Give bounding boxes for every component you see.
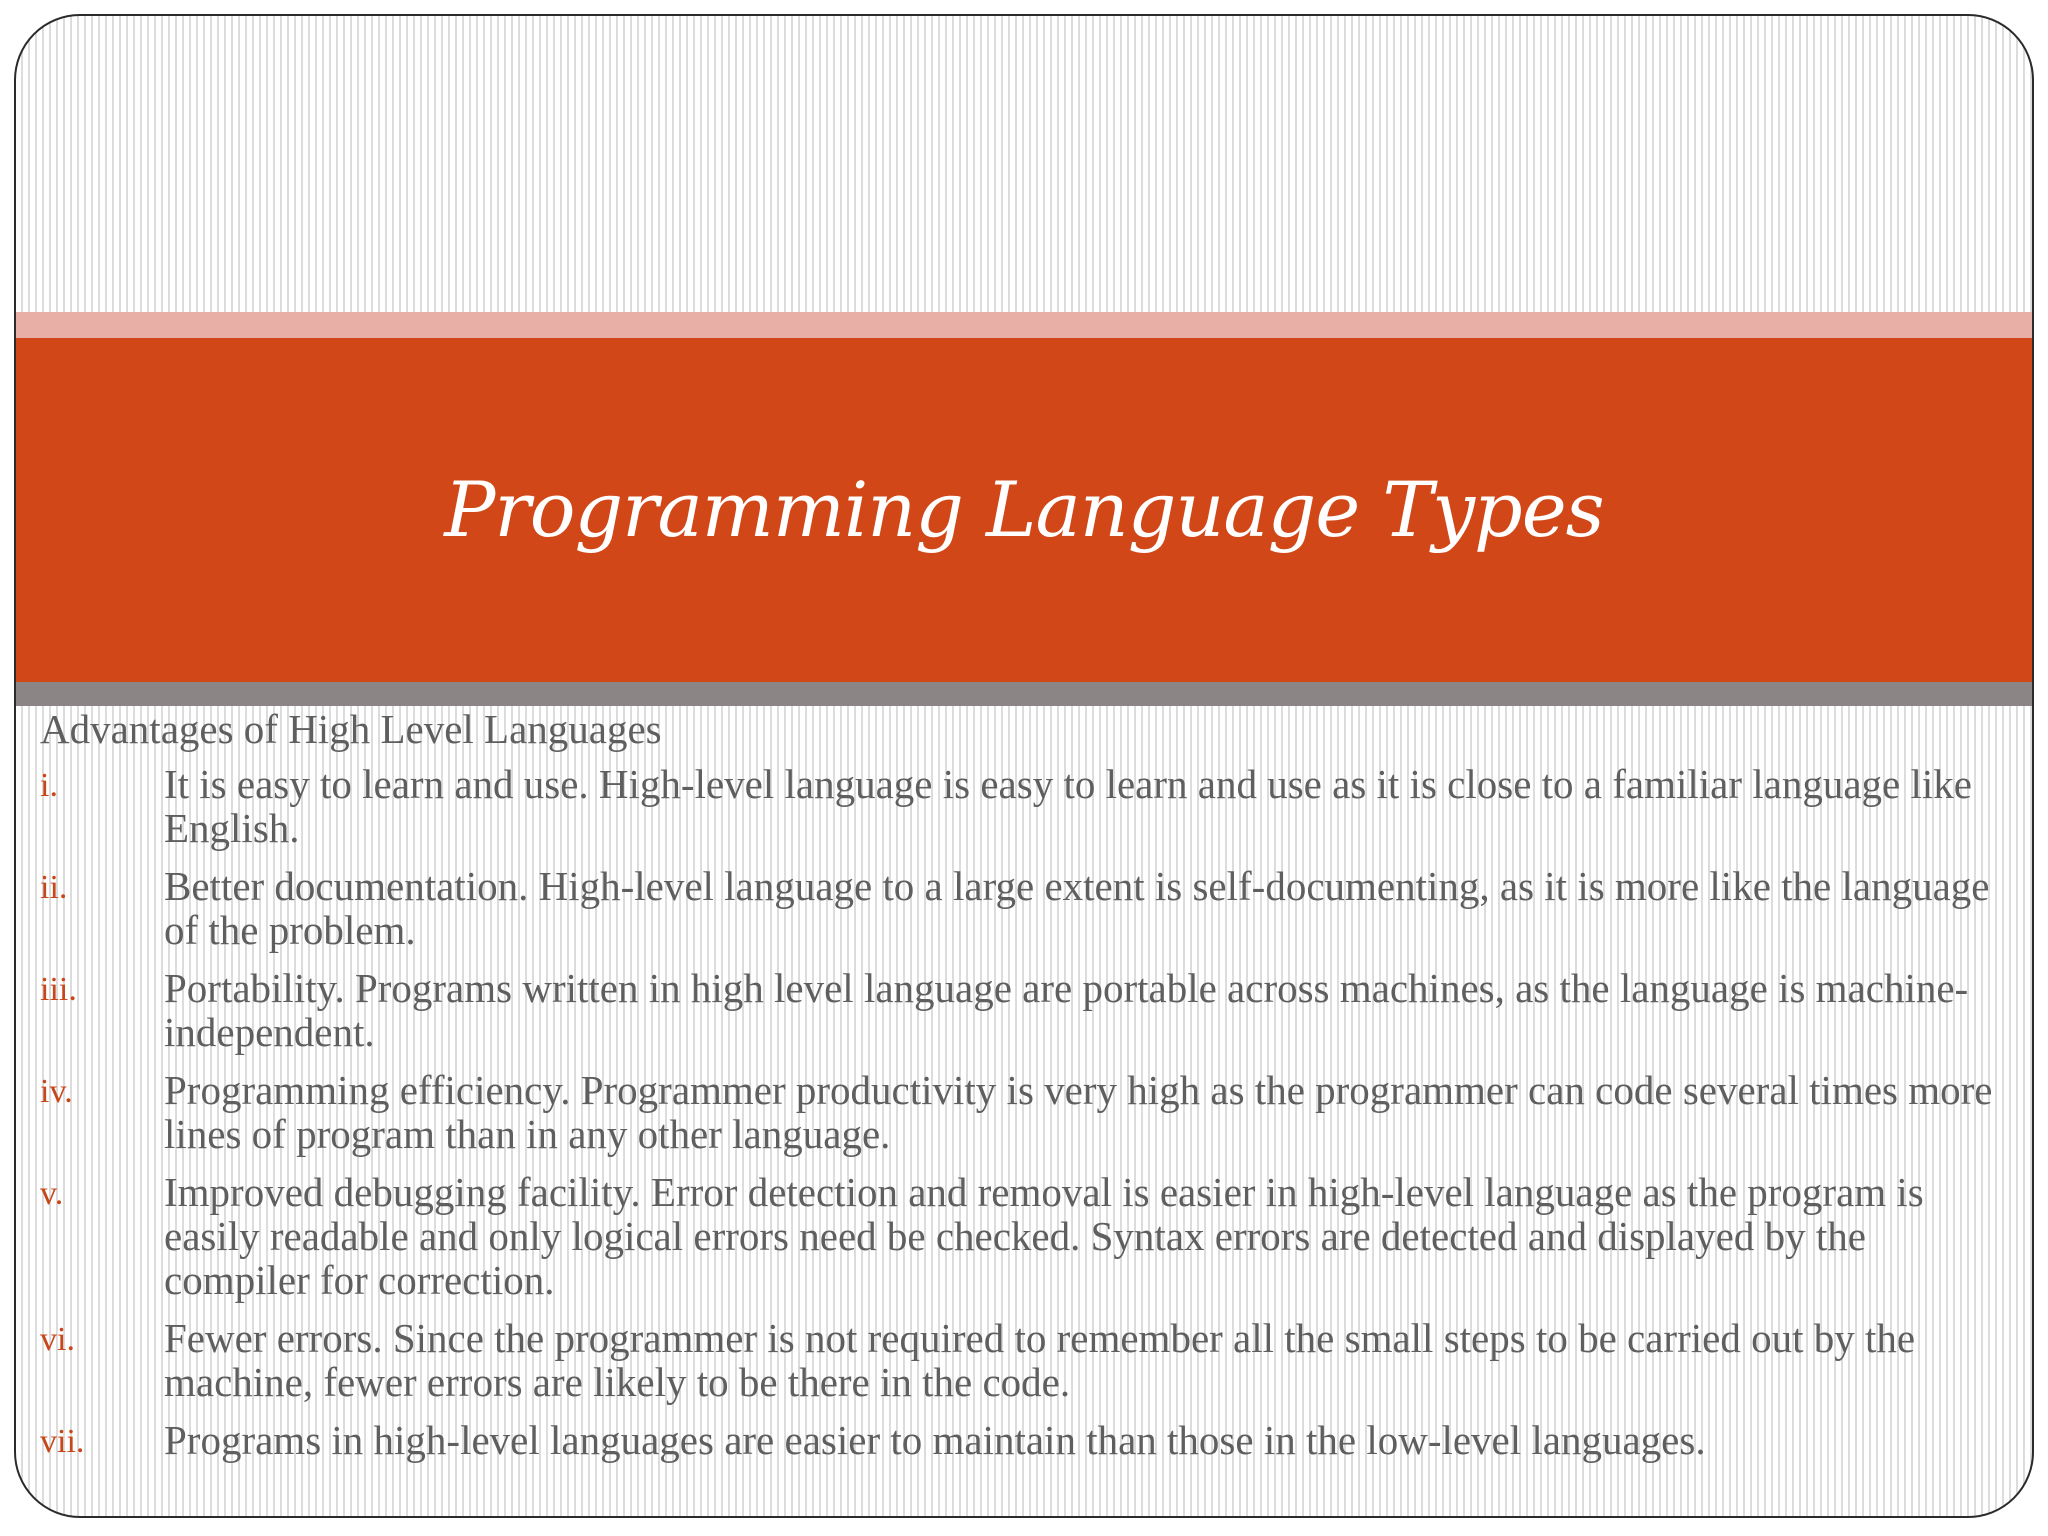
list-item: [40, 966, 2012, 1054]
list-item: [40, 1170, 2012, 1302]
list-item: [40, 864, 2012, 952]
accent-stripe: [16, 312, 2032, 338]
list-item-number: i.: [40, 767, 58, 804]
list-item-text: Better documentation. High-level language to a large extent is self-documenting, as it is more like the language of the problem.: [164, 863, 1990, 953]
slide-title: Programming Language Types: [444, 464, 1604, 554]
advantages-list: [40, 762, 2012, 1464]
list-item-number: vi.: [40, 1321, 75, 1358]
list-item: [40, 1068, 2012, 1156]
list-item-text: Programming efficiency. Programmer productivity is very high as the programmer can code several times more lines of program than in any other language.: [164, 1067, 1993, 1157]
list-item-number: ii.: [40, 869, 68, 906]
section-heading: Advantages of High Level Languages: [40, 706, 662, 752]
list-item-text: Programs in high-level languages are easier to maintain than those in the low-level languages.: [164, 1417, 1706, 1463]
list-item-text: Improved debugging facility. Error detection and removal is easier in high-level language as the program is easily readable and only logical errors need be checked. Syntax errors are detected and displayed by the compiler for correction.: [164, 1169, 1924, 1303]
list-item-number: iii.: [40, 971, 77, 1008]
slide: [14, 14, 2034, 1518]
list-item-text: Fewer errors. Since the programmer is not required to remember all the small steps to be carried out by the machine, fewer errors are likely to be there in the code.: [164, 1315, 1916, 1405]
title-band: [16, 338, 2032, 682]
list-item: [40, 1316, 2012, 1404]
list-item-text: It is easy to learn and use. High-level language is easy to learn and use as it is close to a familiar language like English.: [164, 761, 1972, 851]
list-item: [40, 1418, 2012, 1464]
list-item-number: vii.: [40, 1423, 85, 1460]
list-item: [40, 762, 2012, 850]
list-item-text: Portability. Programs written in high level language are portable across machines, as the language is machine-independent.: [164, 965, 1969, 1055]
list-item-number: v.: [40, 1175, 64, 1212]
divider-stripe: [16, 682, 2032, 706]
list-item-number: iv.: [40, 1073, 73, 1110]
slide-content: [40, 706, 2012, 1478]
